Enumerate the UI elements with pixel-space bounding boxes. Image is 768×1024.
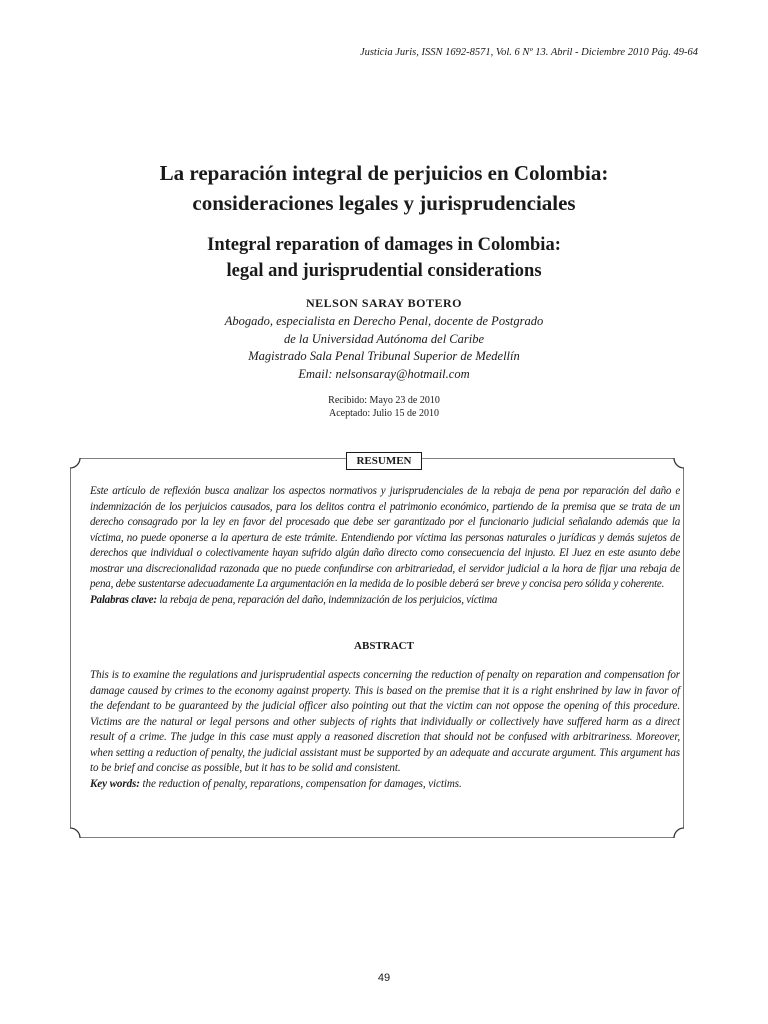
page-number: 49 [377, 972, 391, 984]
title-english [0, 232, 768, 284]
resumen-body [90, 484, 680, 608]
title-spanish-line-1: La reparación integral de perjuicios en Colombia: [159, 161, 609, 185]
title-english-line-1: Integral reparation of damages in Colombia: [207, 235, 561, 255]
abstract-body [90, 668, 680, 792]
abstract-keywords [90, 777, 680, 793]
keywords-label: Key words: [90, 777, 140, 790]
affiliation-line: de la Universidad Autónoma del Caribe [283, 331, 485, 346]
affiliation-line: Magistrado Sala Penal Tribunal Superior de Medellín [248, 349, 520, 363]
accepted-date: Aceptado: Julio 15 de 2010 [329, 407, 439, 419]
affiliation-line: Abogado, especialista en Derecho Penal, docente de Postgrado [224, 314, 544, 328]
title-spanish-line-2: consideraciones legales y jurisprudenciales [192, 191, 576, 215]
author-email: Email: nelsonsaray@hotmail.com [298, 366, 470, 381]
resumen-text: Este artículo de reflexión busca analizar los aspectos normativos y jurisprudenciales de la rebaja de pena por reparación del daño e indemnización de los perjuicios causados, para los delitos contra el patrimonio económico, partiendo de la premisa que se trata de un derecho consagrado por la ley en favor del procesado que debe ser garantizado por el funcionario judicial señalando además que la víctima, no puede oponerse a la apertura de este trámite. Entendiendo por víctima las personas naturales o jurídicas y demás sujetos de derechos que individual o colectivamente hayan sufrido algún daño directo como consecuencia del injusto. El Juez en este asunto debe mostrar una discrecionalidad razonada que no puede confundirse con arbitrariedad, el servidor judicial a la hora de fijar una rebaja de pena, debe sustentarse adecuadamente La argumentación en la medida de lo posible deberá ser breve y concisa pero sólida y coherente. [90, 485, 680, 590]
abstract-heading: ABSTRACT [354, 640, 414, 652]
title-spanish [0, 158, 768, 218]
running-header: Justicia Juris, ISSN 1692-8571, Vol. 6 Nº 13. Abril - Diciembre 2010 Pág. 49-64 [359, 47, 698, 58]
received-date: Recibido: Mayo 23 de 2010 [328, 395, 440, 406]
resumen-keywords [90, 593, 680, 609]
author-affiliation [0, 313, 768, 383]
abstract-text: This is to examine the regulations and jurisprudential aspects concerning the reduction of penalty on reparation and compensation for damage caused by crimes to the economy against property. This is based on the premise that it is a right enshrined by law in favor of the defendant to be guaranteed by the judicial officer also pointing out that the victim can not oppose the opening of this procedure. Victims are the natural or legal persons and other subjects of rights that individually or collectively have suffered harm as a direct result of a crime. The judge in this case must apply a reasoned discretion that should not be confused with arbitrariness. Moreover, when setting a reduction of penalty, the judicial assistant must be supported by an adequate and accurate argument. This argument has to be brief and concise as possible, but it has to be solid and consistent. [90, 669, 680, 774]
resumen-heading: RESUMEN [346, 452, 422, 470]
submission-dates [0, 395, 768, 420]
keywords-label: Palabras clave: [90, 593, 157, 606]
title-english-line-2: legal and jurisprudential considerations [226, 261, 542, 281]
keywords-text: the reduction of penalty, reparations, compensation for damages, victims. [139, 777, 462, 790]
keywords-text: la rebaja de pena, reparación del daño, indemnización de los perjuicios, víctima [156, 593, 498, 606]
author-name: NELSON SARAY BOTERO [306, 296, 462, 310]
